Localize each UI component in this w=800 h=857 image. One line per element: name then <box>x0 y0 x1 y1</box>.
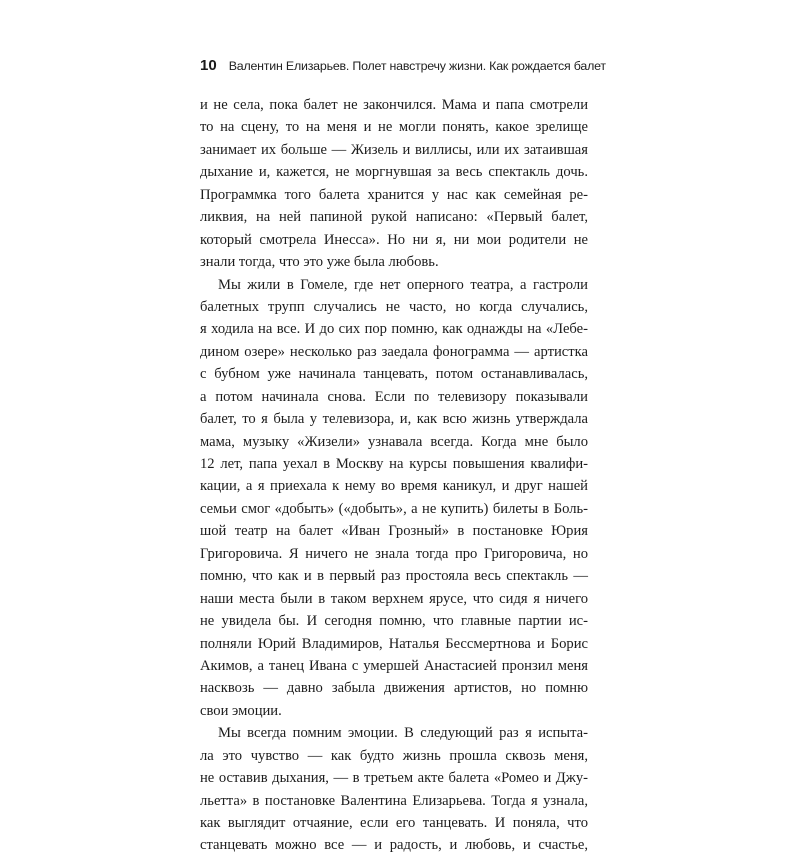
text-line: знали тогда, что это уже была любовь. <box>200 254 439 271</box>
text-line: мама, музыку «Жизели» узнавала всегда. Когда мне было <box>200 433 588 450</box>
text-line: а потом начинала снова. Если по телевизору показывали <box>200 388 588 405</box>
text-line: дыхание и, кажется, не моргнувшая за весь спектакль дочь. <box>200 164 588 181</box>
text-line: льетта» в постановке Валентина Елизарьева. Тогда я узнала, <box>200 792 588 809</box>
text-line: свои эмоции. <box>200 702 282 719</box>
text-line: Григоровича. Я ничего не знала тогда про Григоровича, но <box>200 545 588 562</box>
text-line: полняли Юрий Владимиров, Наталья Бессмертнова и Борис <box>200 635 588 652</box>
text-line: я ходила на все. И до сих пор помню, как однажды на «Лебе- <box>200 321 588 338</box>
text-line: дином озере» несколько раз заедала фонограмма — артистка <box>200 343 588 360</box>
text-line: то на сцену, то на меня и не могли понять, какое зрелище <box>200 119 588 136</box>
text-line: насквозь — давно забыла движения артистов, но помню <box>200 680 588 697</box>
running-head <box>200 57 606 81</box>
text-line: наши места были в таком верхнем ярусе, что сидя я ничего <box>200 590 588 607</box>
text-line: ликвия, на ней папиной рукой написано: «Первый балет, <box>200 209 588 226</box>
text-line: с бубном уже начинала танцевать, потом останавливалась, <box>200 366 588 383</box>
page-number: 10 <box>200 57 217 74</box>
text-line: 12 лет, папа уехал в Москву на курсы повышения квалифи- <box>200 456 588 472</box>
text-line: занимает их больше — Жизель и виллисы, или их затаившая <box>200 141 588 158</box>
text-line: Мы жили в Гомеле, где нет оперного театра, а гастроли <box>218 276 588 293</box>
body-text <box>200 94 588 857</box>
text-line: Мы всегда помним эмоции. В следующий раз я испыта- <box>218 725 588 742</box>
text-line: не оставив дыхания, — в третьем акте балета «Ромео и Джу- <box>200 770 588 787</box>
running-head-title: Валентин Елизарьев. Полет навстречу жизни. Как рождается балет <box>228 59 606 73</box>
text-line: балет, то я была у телевизора, и, как всю жизнь утверждала <box>200 411 588 428</box>
text-line: как выглядит отчаяние, если его танцевать. И поняла, что <box>200 815 588 831</box>
text-line: помню, что как и в первый раз простояла весь спектакль — <box>200 568 588 585</box>
text-line: шой театр на балет «Иван Грозный» в постановке Юрия <box>200 523 588 540</box>
text-line: Акимов, а танец Ивана с умершей Анастасией пронзил меня <box>200 657 588 674</box>
text-line: балетных трупп случались не часто, но когда случались, <box>200 298 588 315</box>
text-line: ла это чувство — как будто жизнь прошла сквозь меня, <box>200 747 588 764</box>
text-line: и не села, пока балет не закончился. Мама и папа смотрели <box>200 97 588 113</box>
text-line: кации, а я приехала к нему во время каникул, и друг нашей <box>200 478 588 495</box>
text-line: Программка того балета хранится у нас как семейная ре- <box>200 186 588 203</box>
paragraph <box>200 94 588 274</box>
text-line: который смотрела Инесса». Но ни я, ни мои родители не <box>200 231 588 248</box>
text-line: не увидела бы. И сегодня помню, что главные партии ис- <box>200 613 588 630</box>
paragraph <box>200 274 588 723</box>
text-line: семьи смог «добыть» («добыть», а не купить) билеты в Боль- <box>200 500 588 517</box>
text-line: станцевать можно все — и радость, и любовь, и счастье, <box>200 837 588 854</box>
paragraph <box>200 722 588 857</box>
